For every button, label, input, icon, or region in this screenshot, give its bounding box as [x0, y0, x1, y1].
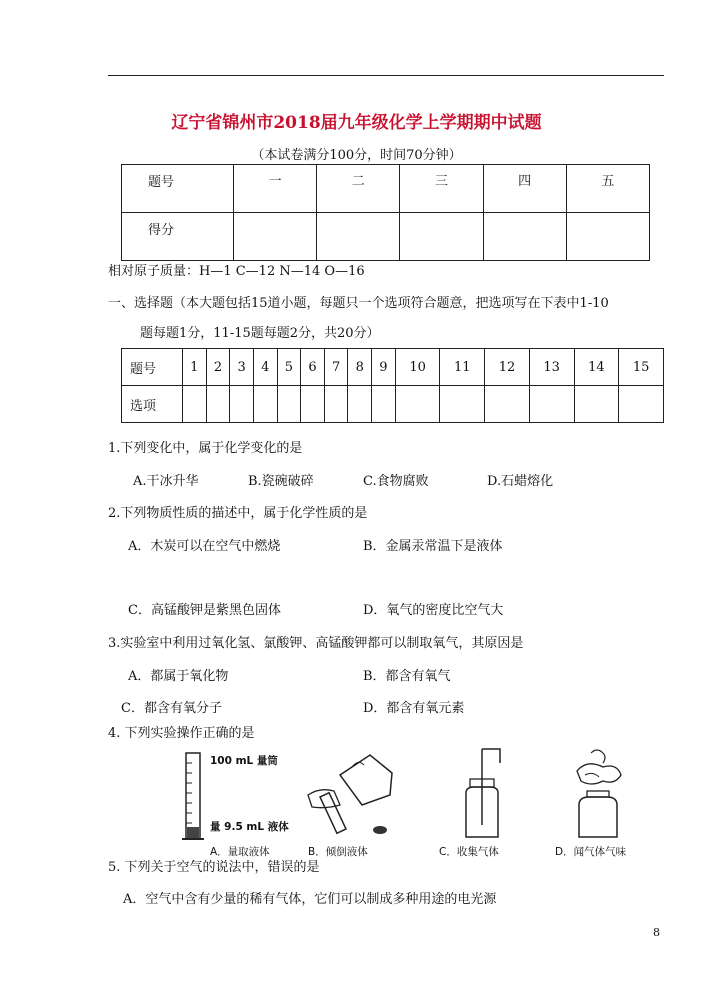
score-cell[interactable] [400, 213, 483, 261]
answer-number: 11 [440, 349, 485, 386]
caption-d: D．闻气体气味 [555, 846, 627, 858]
question-3-option-b: B．都含有氧气 [363, 669, 451, 684]
question-4-stem: 4. 下列实验操作正确的是 [108, 726, 255, 741]
answer-number: 6 [301, 349, 325, 386]
answer-number: 9 [372, 349, 396, 386]
score-col-2: 二 [317, 165, 400, 213]
answer-number: 2 [206, 349, 230, 386]
answer-table [121, 348, 664, 423]
score-cell[interactable] [566, 213, 649, 261]
answer-number: 15 [619, 349, 664, 386]
answer-header-row [122, 349, 664, 386]
figure-b-pouring-liquid [300, 745, 410, 860]
page-title: 辽宁省锦州市2018届九年级化学上学期期中试题 [171, 113, 542, 133]
answer-cell[interactable] [301, 386, 325, 423]
answer-cell[interactable] [372, 386, 396, 423]
answer-header-label: 题号 [122, 349, 183, 386]
question-2-option-a: A．木炭可以在空气中燃烧 [128, 539, 281, 554]
caption-b: B．倾倒液体 [308, 846, 368, 858]
figure-d-smelling-gas [553, 745, 653, 860]
question-3-stem: 3.实验室中利用过氧化氢、氯酸钾、高锰酸钾都可以制取氧气，其原因是 [108, 636, 524, 651]
score-col-4: 四 [483, 165, 566, 213]
section1-instructions-line2: 题每题1分，11-15题每题2分，共20分） [140, 326, 380, 341]
question-1-option-d: D.石蜡熔化 [487, 474, 554, 489]
answer-number: 12 [485, 349, 530, 386]
figure-c-gas-collection [437, 745, 527, 860]
answer-number: 10 [395, 349, 440, 386]
section1-instructions-line1: 一、选择题（本大题包括15道小题，每题只一个选项符合题意，把选项写在下表中1-10 [108, 296, 609, 311]
question-5-stem: 5. 下列关于空气的说法中，错误的是 [108, 860, 320, 875]
score-value-row [122, 213, 650, 261]
page-number: 8 [653, 926, 660, 939]
answer-cell[interactable] [395, 386, 440, 423]
gas-bottle-icon [452, 745, 522, 840]
answer-cell[interactable] [574, 386, 619, 423]
answer-number: 7 [324, 349, 348, 386]
score-table [121, 164, 650, 261]
answer-number: 13 [529, 349, 574, 386]
answer-cell[interactable] [324, 386, 348, 423]
answer-value-row [122, 386, 664, 423]
score-header-label: 题号 [122, 165, 234, 213]
score-cell[interactable] [483, 213, 566, 261]
answer-cell[interactable] [206, 386, 230, 423]
smelling-gas-icon [563, 745, 643, 840]
question-2-stem: 2.下列物质性质的描述中，属于化学性质的是 [108, 506, 368, 521]
top-rule [108, 75, 664, 76]
answer-number: 14 [574, 349, 619, 386]
answer-cell[interactable] [253, 386, 277, 423]
answer-number: 3 [230, 349, 254, 386]
answer-cell[interactable] [485, 386, 530, 423]
answer-number: 5 [277, 349, 301, 386]
answer-number: 8 [348, 349, 372, 386]
question-1-stem: 1.下列变化中，属于化学变化的是 [108, 441, 303, 456]
question-3-option-c: C．都含有氧分子 [121, 701, 222, 716]
question-2-option-b: B．金属汞常温下是液体 [363, 539, 503, 554]
question-2-option-d: D．氧气的密度比空气大 [363, 603, 504, 618]
question-1-option-b: B.瓷碗破碎 [248, 474, 314, 489]
question-2-option-c: C．高锰酸钾是紫黑色固体 [128, 603, 281, 618]
answer-cell[interactable] [183, 386, 207, 423]
score-col-5: 五 [566, 165, 649, 213]
answer-cell[interactable] [619, 386, 664, 423]
score-col-1: 一 [234, 165, 317, 213]
caption-a: A．量取液体 [210, 846, 270, 858]
answer-cell[interactable] [440, 386, 485, 423]
question-5-option-a: A．空气中含有少量的稀有气体，它们可以制成多种用途的电光源 [123, 892, 497, 907]
answer-cell[interactable] [277, 386, 301, 423]
caption-c: C．收集气体 [439, 846, 499, 858]
question-3-option-d: D．都含有氧元素 [363, 701, 465, 716]
question-1-option-a: A.干冰升华 [133, 474, 199, 489]
score-cell[interactable] [317, 213, 400, 261]
exam-info: （本试卷满分100分，时间70分钟） [251, 148, 462, 163]
answer-cell[interactable] [230, 386, 254, 423]
answer-cell[interactable] [348, 386, 372, 423]
answer-number: 4 [253, 349, 277, 386]
question-1-option-c: C.食物腐败 [363, 474, 429, 489]
question-3-option-a: A．都属于氧化物 [128, 669, 229, 684]
pouring-liquid-icon [300, 745, 400, 840]
measuring-cylinder-icon [180, 751, 210, 846]
atomic-mass-line: 相对原子质量：H—1 C—12 N—14 O—16 [108, 264, 365, 279]
score-row-label: 得分 [122, 213, 234, 261]
score-col-3: 三 [400, 165, 483, 213]
cylinder-measure-label: 量 9.5 mL 液体 [210, 821, 289, 833]
score-cell[interactable] [234, 213, 317, 261]
answer-row-label: 选项 [122, 386, 183, 423]
cylinder-volume-label: 100 mL 量筒 [210, 755, 278, 767]
score-header-row [122, 165, 650, 213]
answer-cell[interactable] [529, 386, 574, 423]
answer-number: 1 [183, 349, 207, 386]
